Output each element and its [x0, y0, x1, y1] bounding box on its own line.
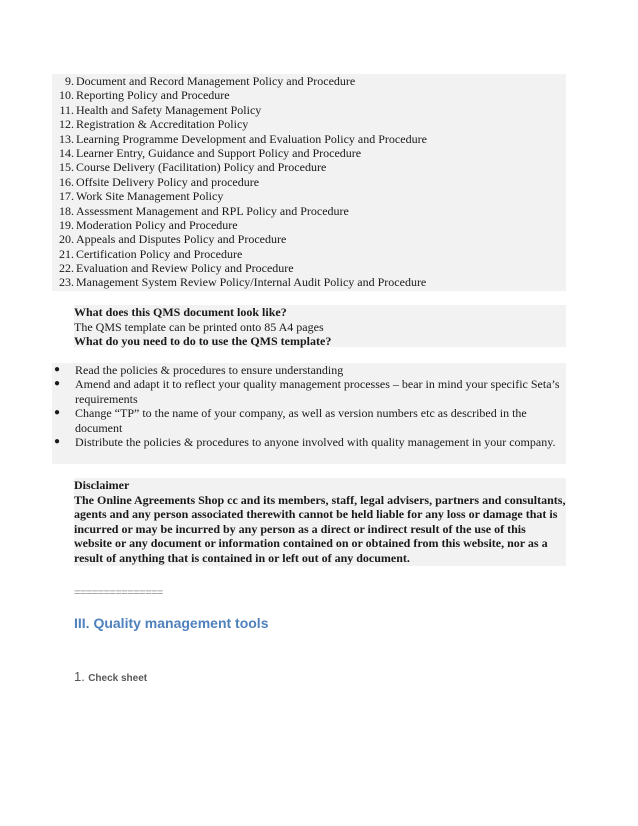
disclaimer-section	[74, 478, 566, 566]
bullet-icon: ●	[54, 364, 61, 375]
bullet-icon: ●	[54, 407, 61, 419]
disclaimer-title: Disclaimer	[74, 478, 130, 492]
policy-number: 14.	[59, 145, 74, 160]
qms-question-1: What does this QMS document look like?	[74, 305, 287, 319]
policy-list-item	[52, 189, 566, 203]
policy-list	[52, 74, 566, 291]
instruction-item	[52, 377, 566, 406]
policy-list-item	[52, 275, 566, 289]
policy-number: 22.	[59, 261, 74, 276]
policy-list-item	[52, 74, 566, 88]
policy-number: 21.	[59, 246, 74, 261]
instruction-text: Amend and adapt it to reflect your quality management processes – bear in mind your specific Seta’s requirements	[75, 377, 560, 406]
instruction-text: Change “TP” to the name of your company, as well as version numbers etc as described in the document	[75, 406, 527, 435]
policy-list-item	[52, 175, 566, 189]
policy-list-item	[52, 103, 566, 117]
policy-list-item	[52, 204, 566, 218]
policy-list-item	[52, 232, 566, 246]
policy-list-item	[52, 132, 566, 146]
policy-text: Health and Safety Management Policy	[76, 102, 262, 117]
subsection-heading	[74, 669, 147, 684]
policy-number: 13.	[59, 131, 74, 146]
policy-text: Appeals and Disputes Policy and Procedure	[76, 232, 287, 247]
bullet-icon: ●	[54, 378, 61, 390]
policy-list-item	[52, 117, 566, 131]
policy-number: 16.	[59, 174, 74, 189]
policy-text: Assessment Management and RPL Policy and Procedure	[76, 203, 349, 218]
policy-list-item	[52, 88, 566, 102]
policy-text: Moderation Policy and Procedure	[76, 217, 238, 232]
policy-number: 11.	[59, 102, 74, 117]
policy-text: Registration & Accreditation Policy	[76, 117, 249, 132]
instructions-list	[52, 363, 566, 464]
policy-number: 19.	[59, 217, 74, 232]
policy-text: Course Delivery (Facilitation) Policy and Procedure	[76, 160, 327, 175]
policy-list-item	[52, 218, 566, 232]
policy-text: Work Site Management Policy	[76, 189, 224, 204]
subsection-title: Check sheet	[88, 673, 148, 684]
policy-number: 23.	[59, 275, 74, 290]
policy-list-item	[52, 146, 566, 160]
policy-number: 17.	[59, 189, 74, 204]
policy-text: Offsite Delivery Policy and procedure	[76, 174, 260, 189]
policy-list-item	[52, 247, 566, 261]
policy-text: Evaluation and Review Policy and Procedure	[76, 261, 294, 276]
policy-text: Learner Entry, Guidance and Support Policy and Procedure	[76, 145, 362, 160]
policy-number: 10.	[59, 88, 74, 103]
policy-text: Certification Policy and Procedure	[76, 246, 243, 261]
instruction-text: Distribute the policies & procedures to anyone involved with quality management in your company.	[75, 435, 556, 450]
qms-question-2: What do you need to do to use the QMS template?	[74, 334, 332, 348]
disclaimer-body: The Online Agreements Shop cc and its members, staff, legal advisers, partners and consultants, agents and any person associated therewith cannot be held liable for any loss or damage that is incurred or may be incurred by any person as a direct or indirect result of the use of this website or any document or information contained on or obtained from this website, nor as a result of anything that is contained in or left out of any document.	[74, 492, 566, 565]
instruction-text: Read the policies & procedures to ensure understanding	[75, 363, 344, 377]
policy-number: 15.	[59, 160, 74, 175]
policy-number: 18.	[59, 203, 74, 218]
policy-text: Learning Programme Development and Evaluation Policy and Procedure	[76, 131, 427, 146]
instruction-item	[52, 435, 566, 449]
policy-number: 12.	[59, 117, 74, 132]
policy-text: Management System Review Policy/Internal Audit Policy and Procedure	[76, 275, 427, 290]
section-heading: III. Quality management tools	[74, 615, 269, 631]
policy-text: Reporting Policy and Procedure	[76, 88, 230, 103]
policy-number: 9.	[65, 74, 74, 88]
subsection-number: 1.	[74, 669, 85, 684]
policy-number: 20.	[59, 232, 74, 247]
bullet-icon: ●	[54, 436, 61, 448]
instruction-item	[52, 363, 566, 377]
policy-list-item	[52, 261, 566, 275]
policy-text: Document and Record Management Policy and Procedure	[76, 74, 356, 88]
instruction-item	[52, 406, 566, 435]
policy-list-item	[52, 160, 566, 174]
qms-section	[74, 305, 566, 347]
separator-rule: ===============	[74, 587, 163, 599]
qms-answer-1: The QMS template can be printed onto 85 A4 pages	[74, 319, 324, 334]
